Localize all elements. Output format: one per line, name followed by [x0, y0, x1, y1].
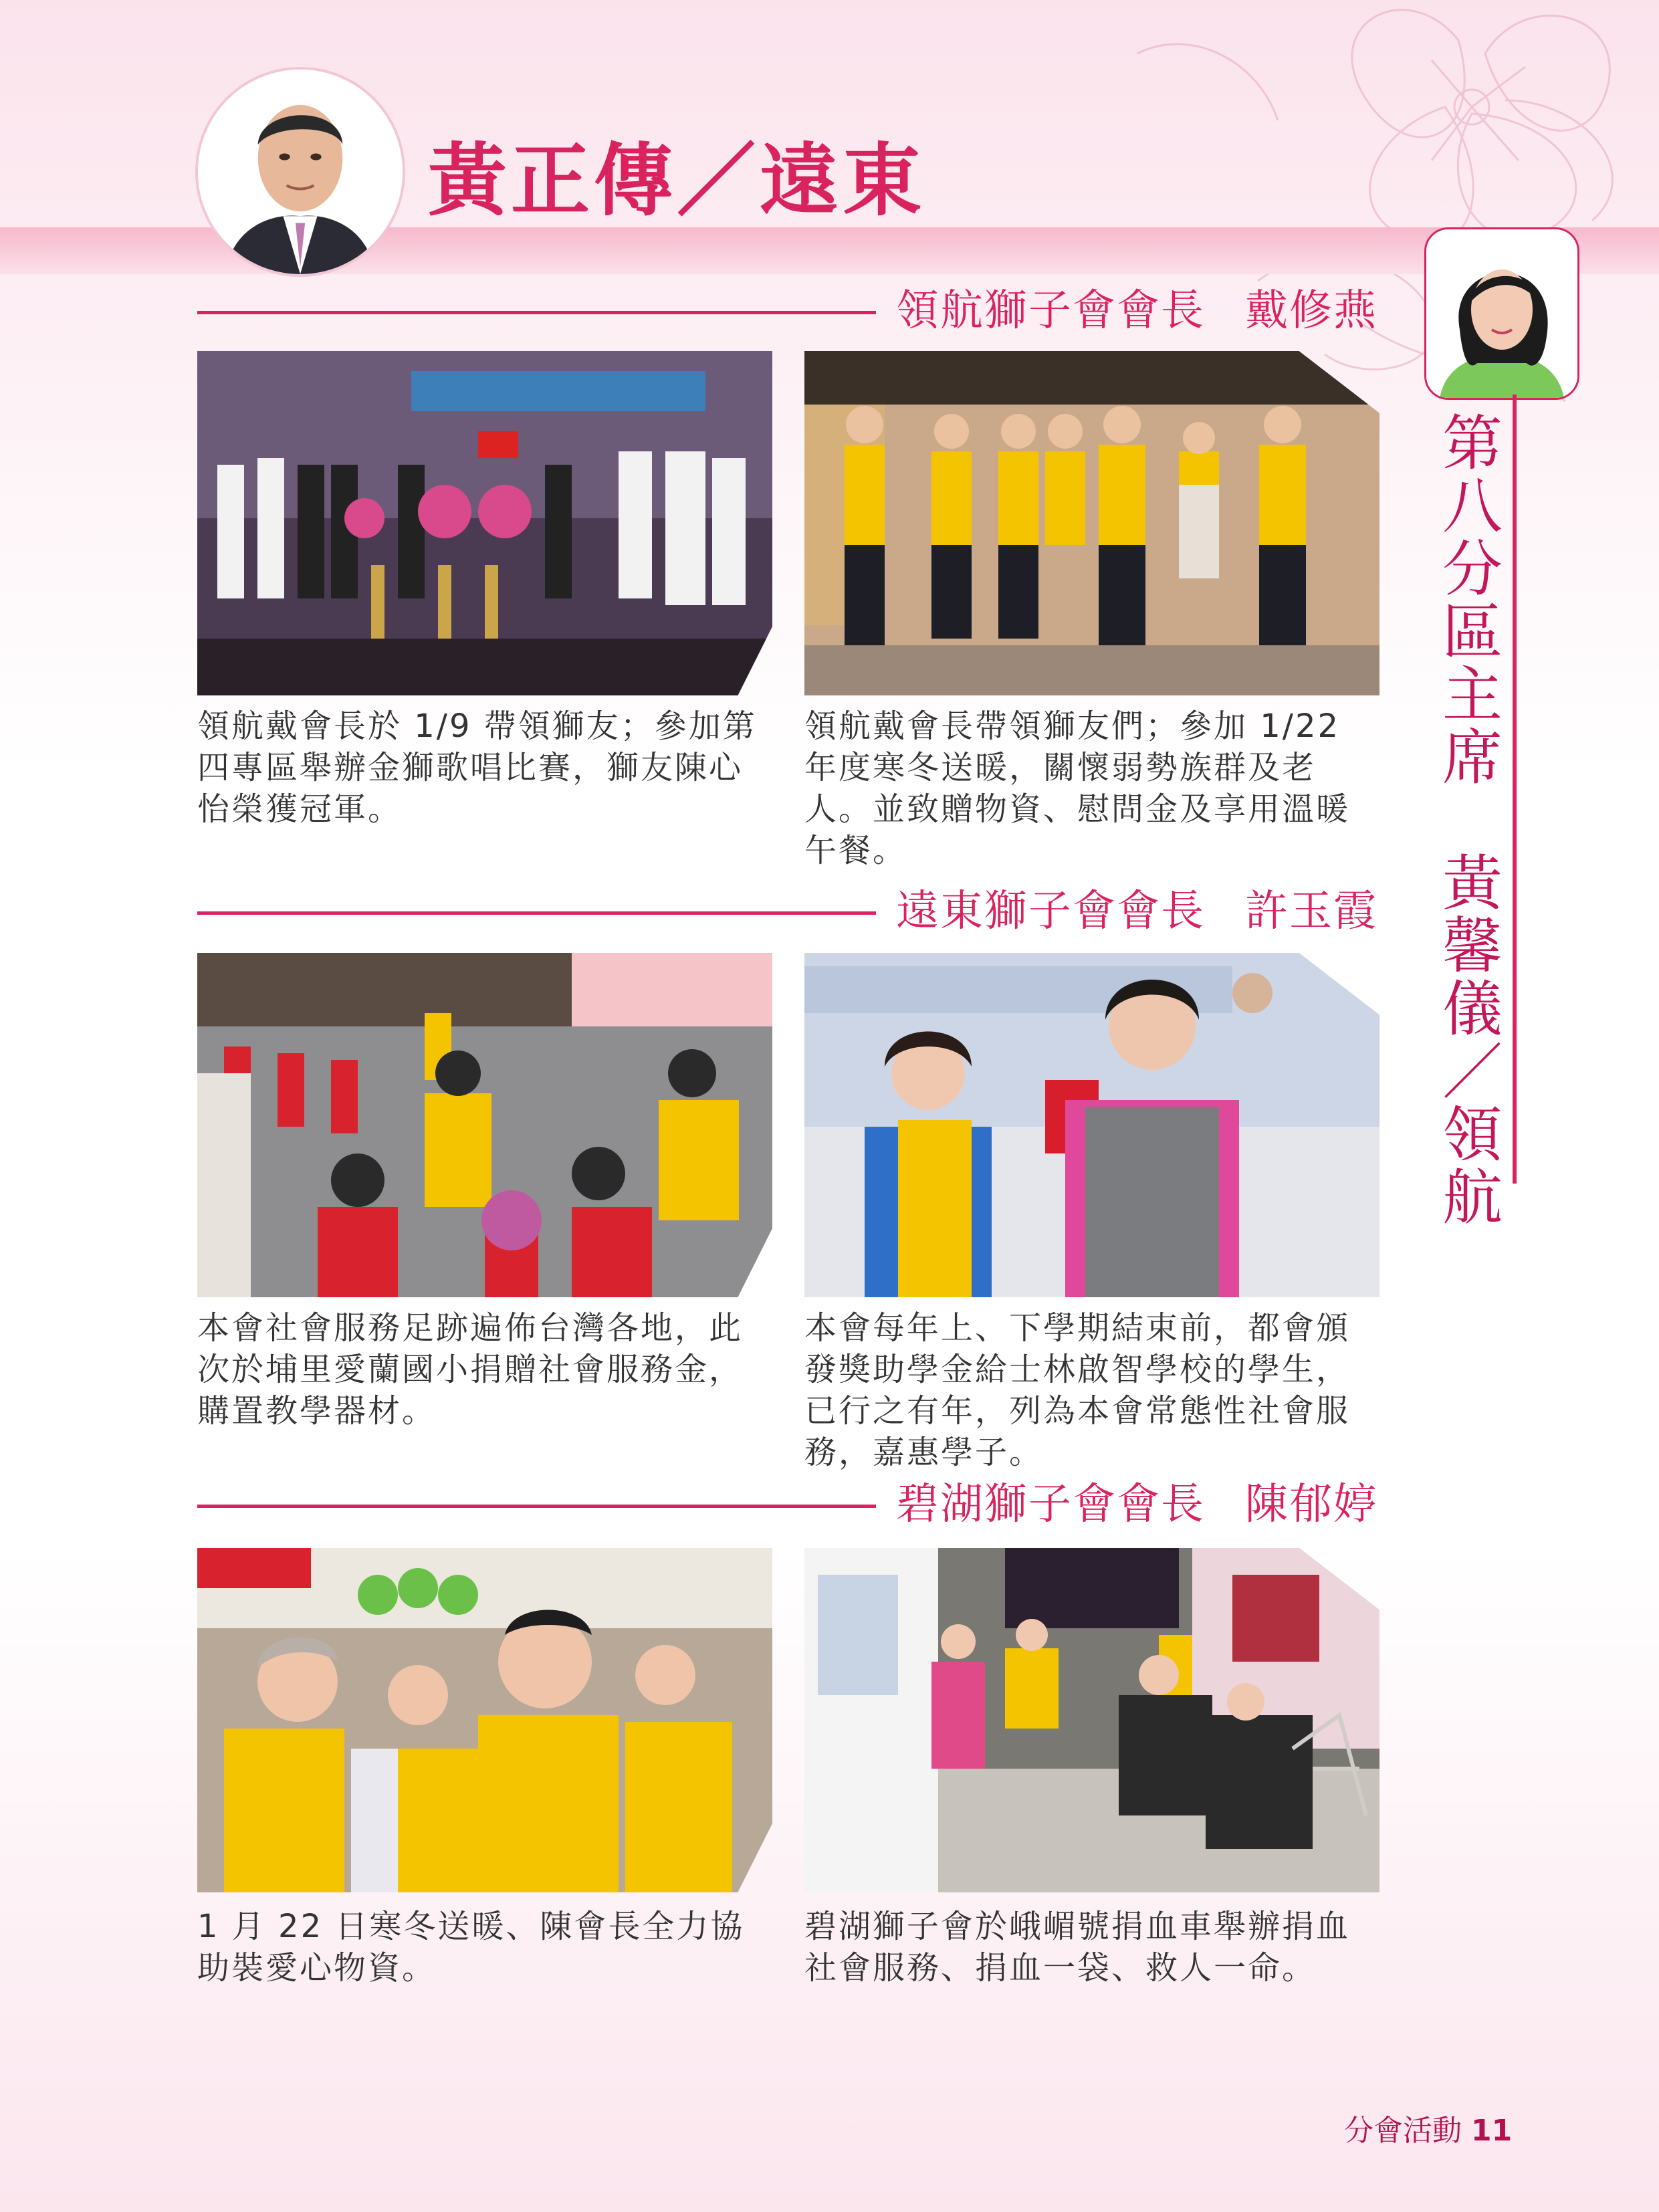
heading-role: 領航獅子會會長: [896, 286, 1205, 336]
heading-role: 碧湖獅子會會長: [896, 1480, 1205, 1529]
caption-4: 本會每年上、下學期結束前，都會頒發獎助學金給士林啟智學校的學生，已行之有年，列為本會常態性社會服務，嘉惠學子。: [804, 1309, 1351, 1471]
page-title: 黃正傳／遠東: [428, 134, 926, 227]
school-children-photo-icon: [197, 953, 772, 1297]
photo-group-volunteers: [804, 351, 1379, 695]
heading-text: [896, 881, 1377, 942]
heading-name: 許玉霞: [1245, 887, 1377, 936]
group-volunteers-photo-icon: [804, 351, 1379, 695]
section-heading-bihu: [197, 1474, 1377, 1535]
caption-3: 本會社會服務足跡遍佈台灣各地，此次於埔里愛蘭國小捐贈社會服務金，購置教學器材。: [197, 1309, 744, 1430]
heading-text: [896, 281, 1377, 341]
president-portrait: [195, 67, 405, 277]
section-heading-linghang: [197, 281, 1377, 341]
portrait-man-icon: [198, 70, 403, 274]
caption-6: 碧湖獅子會於峨嵋號捐血車舉辦捐血社會服務、捐血一袋、救人一命。: [804, 1908, 1351, 1987]
caption-5: 1 月 22 日寒冬送暖、陳會長全力協助裝愛心物資。: [197, 1908, 745, 1987]
heading-role: 遠東獅子會會長: [896, 887, 1205, 936]
winter-charity-photo-icon: [197, 1548, 772, 1892]
side-title: 第八分區主席 黃馨儀／領航: [1432, 411, 1502, 1228]
photo-school-children: [197, 953, 772, 1297]
caption-2: 領航戴會長帶領獅友們；參加 1/22 年度寒冬送暖，關懷弱勢族群及老人。並致贈物資、慰問金及享用溫暖午餐。: [804, 707, 1351, 869]
heading-rule: [197, 911, 876, 915]
heading-rule: [197, 1505, 876, 1508]
heading-name: 陳郁婷: [1245, 1480, 1377, 1529]
scholarship-ceremony-photo-icon: [804, 953, 1379, 1297]
side-divider: [1513, 395, 1517, 1184]
heading-text: [896, 1474, 1377, 1535]
blood-donation-photo-icon: [804, 1548, 1379, 1892]
photo-blood-donation: [804, 1548, 1379, 1892]
footer-label: 分會活動: [1344, 2114, 1462, 2148]
page-number: 11: [1471, 2114, 1513, 2148]
photo-scholarship: [804, 953, 1379, 1297]
stage-award-photo-icon: [197, 351, 772, 695]
heading-name: 戴修燕: [1245, 286, 1377, 336]
portrait-woman-icon: [1426, 229, 1577, 398]
photo-stage-award: [197, 351, 772, 695]
heading-rule: [197, 311, 876, 314]
page-footer: [1344, 2106, 1512, 2149]
photo-winter-charity: [197, 1548, 772, 1892]
caption-1: 領航戴會長於 1/9 帶領獅友；參加第四專區舉辦金獅歌唱比賽，獅友陳心怡榮獲冠軍。: [197, 707, 757, 828]
chairman-portrait: [1424, 227, 1579, 400]
section-heading-yuandong: [197, 881, 1377, 942]
